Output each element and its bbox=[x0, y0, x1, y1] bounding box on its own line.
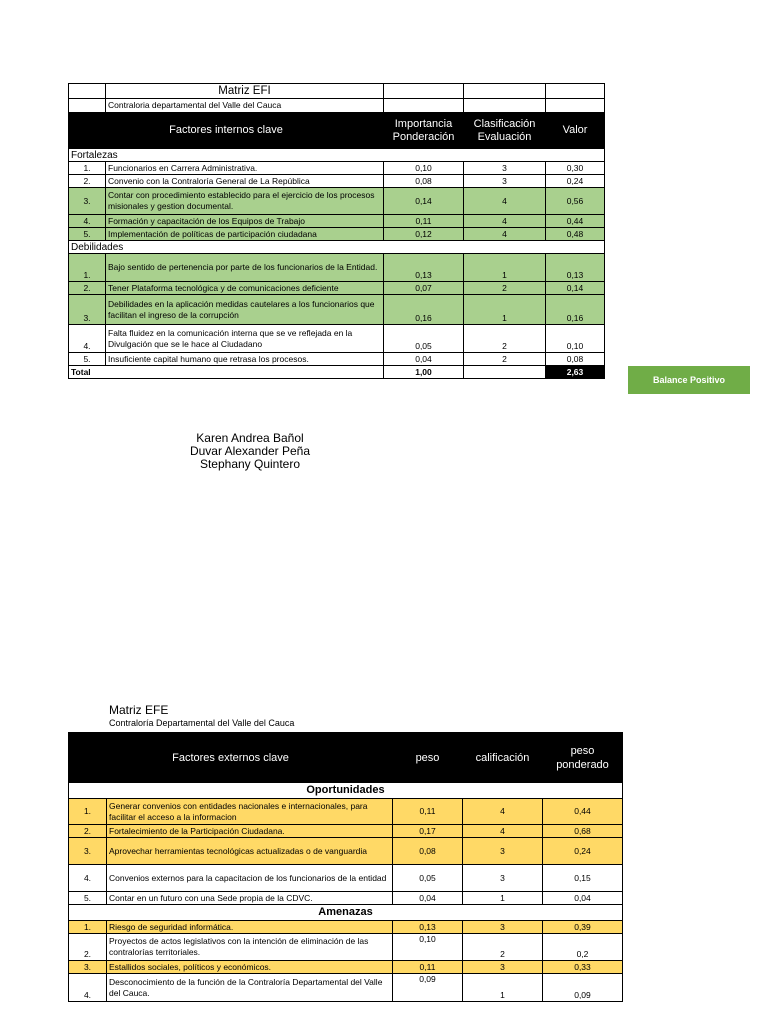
author-name: Stephany Quintero bbox=[199, 457, 301, 471]
efi-total-value: 2,63 bbox=[546, 366, 605, 379]
table-row: 1. Bajo sentido de pertenencia por parte de los funcionarios de la Entidad. 0,13 1 0,13 bbox=[69, 254, 605, 282]
efi-header-importance: Importancia Ponderación bbox=[384, 113, 464, 149]
table-row: 2. Proyectos de actos legislativos con la intención de eliminación de las contralorías territoriales. 0,10 2 0,2 bbox=[69, 934, 623, 961]
efe-header-weighted: peso ponderado bbox=[543, 733, 623, 783]
table-row: 1. Funcionarios en Carrera Administrativa. 0,10 3 0,30 bbox=[69, 162, 605, 175]
efi-header-factor: Factores internos clave bbox=[69, 113, 384, 149]
efi-subtitle: Contraloria departamental del Valle del Cauca bbox=[106, 99, 384, 113]
table-row: 3. Estallidos sociales, políticos y económicos. 0,11 3 0,33 bbox=[69, 961, 623, 974]
table-row: 4. Formación y capacitación de los Equipos de Trabajo 0,11 4 0,44 bbox=[69, 215, 605, 228]
table-row: 5. Implementación de políticas de participación ciudadana 0,12 4 0,48 bbox=[69, 228, 605, 241]
author-name: Karen Andrea Bañol bbox=[196, 431, 304, 445]
table-row: 3. Debilidades en la aplicación medidas cautelares a los funcionarios que facilitan el ingreso de la corrupción 0,16 1 0,16 bbox=[69, 295, 605, 325]
efi-total-label: Total bbox=[69, 366, 384, 379]
efe-header-weight: peso bbox=[393, 733, 463, 783]
table-row: 1. Riesgo de seguridad informática. 0,13 3 0,39 bbox=[69, 921, 623, 934]
author-name: Duvar Alexander Peña bbox=[189, 444, 311, 458]
efi-total-weight: 1,00 bbox=[384, 366, 464, 379]
efi-total-row bbox=[69, 366, 605, 379]
table-row: 5. Contar en un futuro con una Sede propia de la CDVC. 0,04 1 0,04 bbox=[69, 892, 623, 905]
balance-badge: Balance Positivo bbox=[628, 366, 750, 394]
table-row: 1. Generar convenios con entidades nacionales e internacionales, para facilitar el acceso a la informacion 0,11 4 0,44 bbox=[69, 799, 623, 825]
efi-table bbox=[68, 83, 605, 379]
opportunities-label: Oportunidades bbox=[69, 783, 623, 799]
efe-header-rating: calificación bbox=[463, 733, 543, 783]
table-row: 2. Tener Plataforma tecnológica y de comunicaciones deficiente 0,07 2 0,14 bbox=[69, 282, 605, 295]
efi-header-value: Valor bbox=[546, 113, 605, 149]
table-row: 3. Aprovechar herramientas tecnológicas actualizadas o de vanguardia 0,08 3 0,24 bbox=[69, 838, 623, 865]
efi-header-classification: Clasificación Evaluación bbox=[464, 113, 546, 149]
authors bbox=[150, 432, 350, 471]
strengths-label: Fortalezas bbox=[69, 149, 605, 162]
table-row: 4. Falta fluidez en la comunicación interna que se ve reflejada en la Divulgación que se le hace al Ciudadano 0,05 2 0,10 bbox=[69, 325, 605, 353]
threats-label: Amenazas bbox=[69, 905, 623, 921]
efe-header-factor: Factores externos clave bbox=[69, 733, 393, 783]
efi-title: Matriz EFI bbox=[106, 84, 384, 99]
weaknesses-label: Debilidades bbox=[69, 241, 605, 254]
table-row: 4. Convenios externos para la capacitacion de los funcionarios de la entidad 0,05 3 0,15 bbox=[69, 865, 623, 892]
table-row: 2. Convenio con la Contraloría General de La República 0,08 3 0,24 bbox=[69, 175, 605, 188]
table-row: 3. Contar con procedimiento establecido para el ejercicio de los procesos misionales y gestion documental. 0,14 4 0,56 bbox=[69, 188, 605, 215]
table-row: 4. Desconocimiento de la función de la Contraloría Departamental del Valle del Cauca. 0,09 1 0,09 bbox=[69, 974, 623, 1002]
efe-title: Matriz EFE bbox=[109, 703, 169, 717]
table-row: 5. Insuficiente capital humano que retrasa los procesos. 0,04 2 0,08 bbox=[69, 353, 605, 366]
table-row: 2. Fortalecimiento de la Participación Ciudadana. 0,17 4 0,68 bbox=[69, 825, 623, 838]
efe-subtitle: Contraloría Departamental del Valle del Cauca bbox=[109, 718, 295, 728]
efe-table bbox=[68, 732, 623, 1002]
